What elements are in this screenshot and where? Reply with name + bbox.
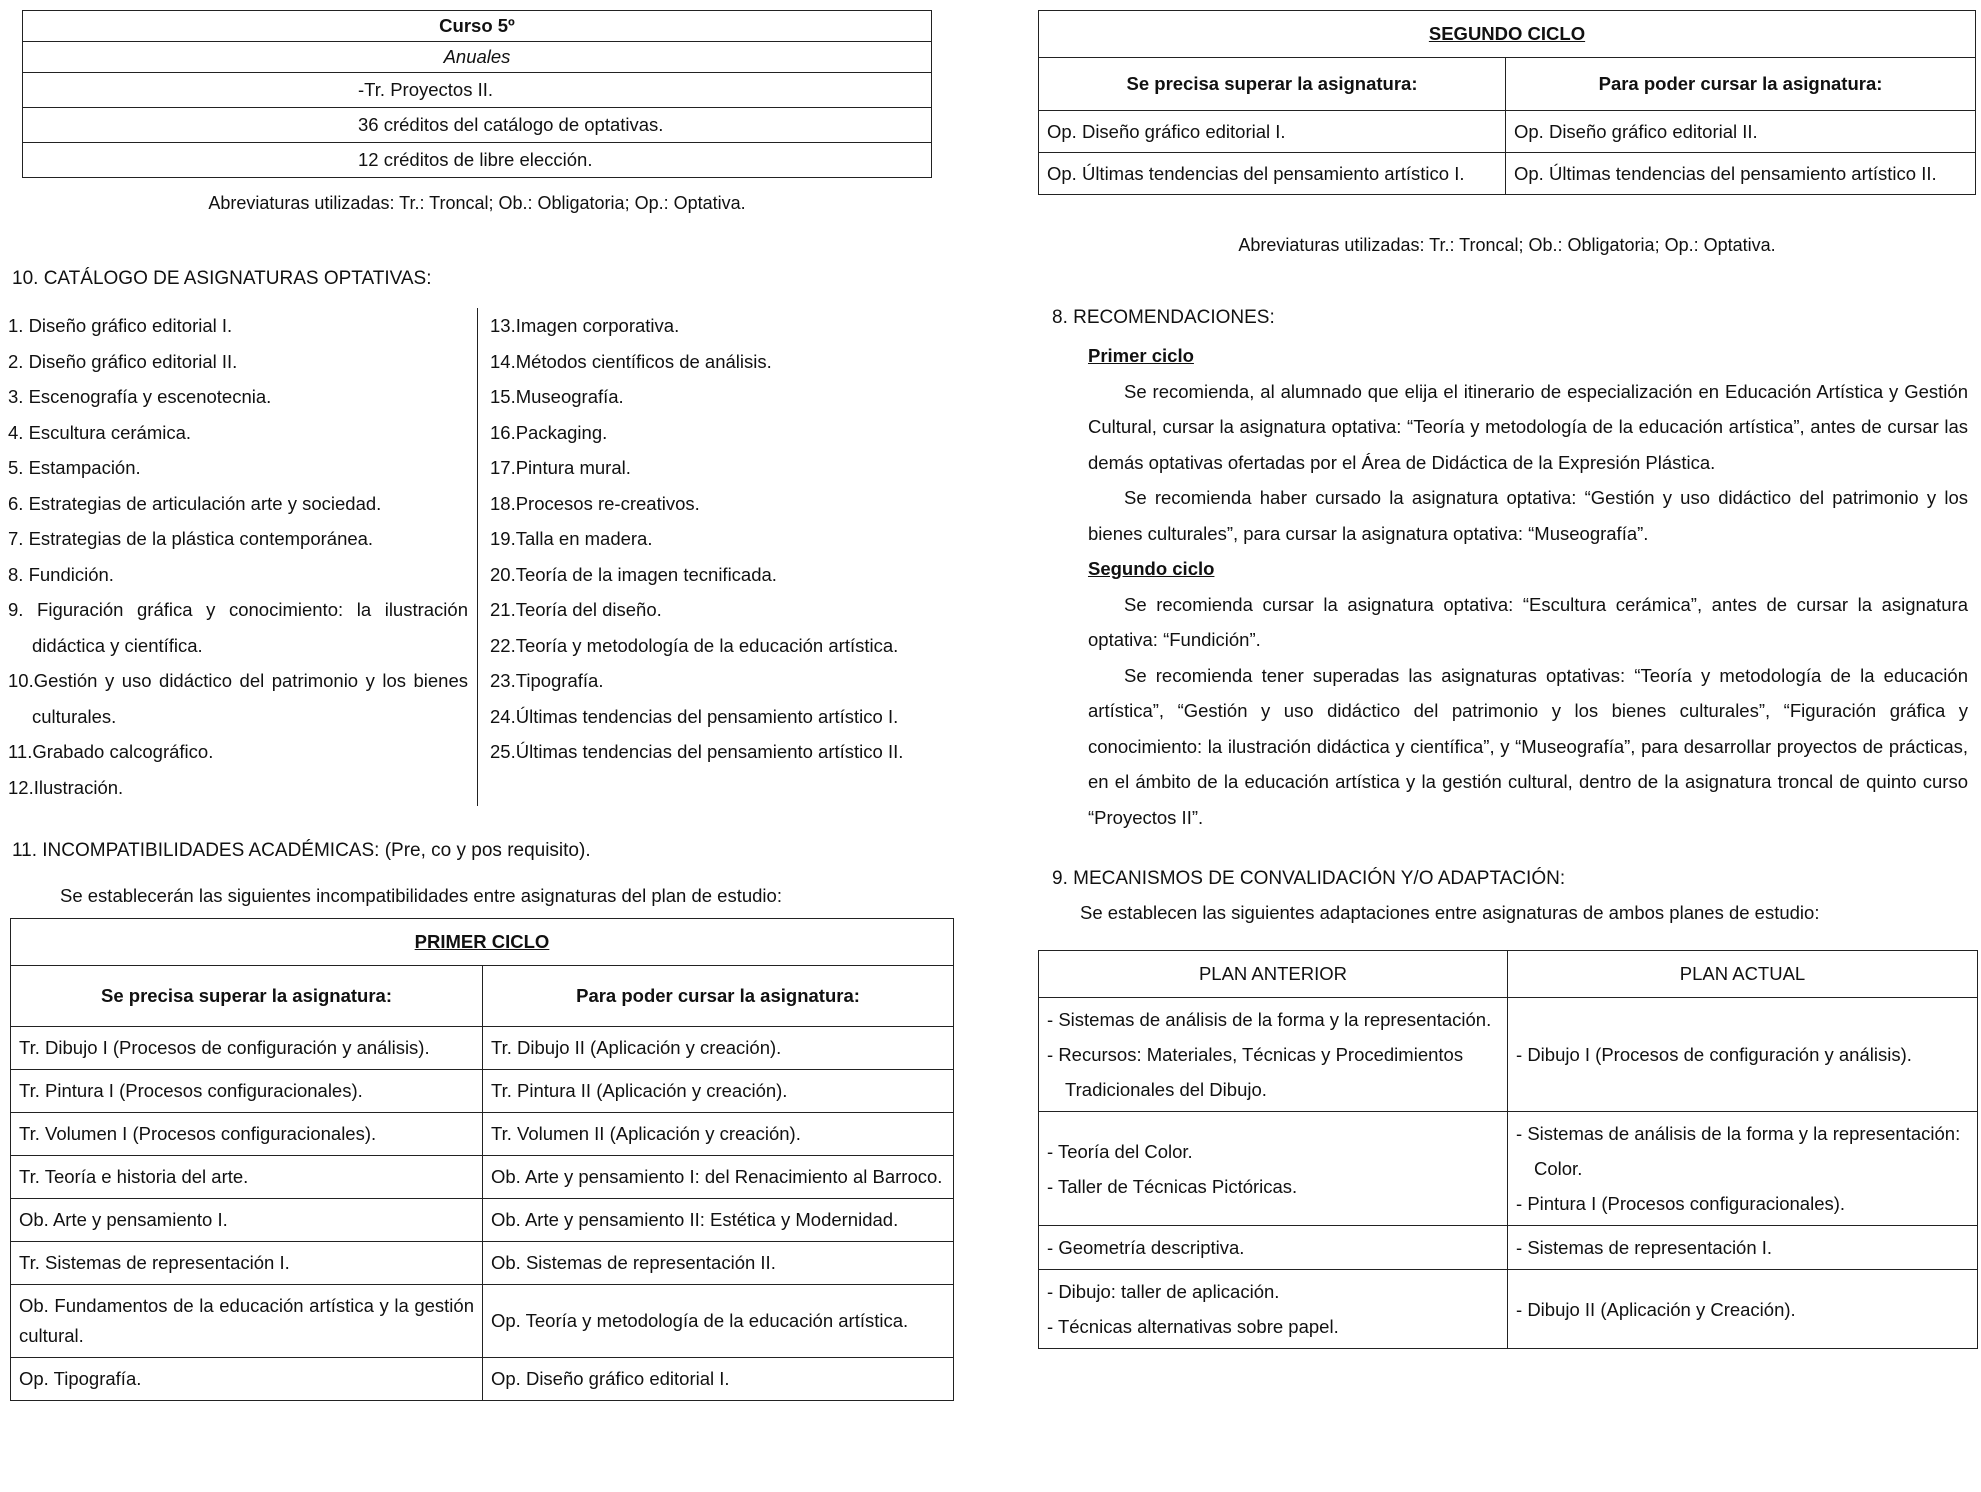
table-cell — [1039, 1226, 1508, 1270]
table-row — [11, 1113, 954, 1156]
catalog-item: 20.Teoría de la imagen tecnificada. — [490, 563, 777, 585]
table-row — [1039, 153, 1976, 195]
table-cell: Tr. Teoría e historia del arte. — [11, 1156, 483, 1199]
incomp-title: 11. INCOMPATIBILIDADES ACADÉMICAS: (Pre, co y pos requisito). — [12, 840, 591, 861]
table-cell: Op. Diseño gráfico editorial II. — [1506, 111, 1976, 153]
list-item-text: Recursos: Materiales, Técnicas y Procedimientos Tradicionales del Dibujo. — [1058, 1044, 1464, 1100]
table-row — [11, 1070, 954, 1113]
table-row — [1039, 998, 1978, 1112]
table-cell: Tr. Pintura II (Aplicación y creación). — [483, 1070, 954, 1113]
curso-table — [22, 10, 932, 178]
table-cell: Tr. Volumen I (Procesos configuracionales). — [11, 1113, 483, 1156]
table-cell: Ob. Arte y pensamiento II: Estética y Modernidad. — [483, 1199, 954, 1242]
list-item: - Teoría del Color. — [1047, 1140, 1193, 1162]
list-item-text: Pintura I (Procesos configuracionales). — [1527, 1193, 1846, 1214]
table-cell — [1508, 1270, 1978, 1349]
catalog-item: 6. Estrategias de articulación arte y sociedad. — [8, 492, 382, 514]
table-cell: Tr. Pintura I (Procesos configuracionales). — [11, 1070, 483, 1113]
catalog-item: 19.Talla en madera. — [490, 528, 653, 549]
table-cell: Op. Tipografía. — [11, 1358, 483, 1401]
table-cell — [1508, 1112, 1978, 1226]
list-item-text: Teoría del Color. — [1057, 1140, 1193, 1162]
table-row — [11, 1285, 954, 1358]
table-cell: Op. Teoría y metodología de la educación artística. — [483, 1285, 954, 1358]
table-cell: Op. Diseño gráfico editorial I. — [1039, 111, 1506, 153]
list-item: - Recursos: Materiales, Técnicas y Procedimientos Tradicionales del Dibujo. — [1047, 1044, 1464, 1100]
list-item: - Dibujo I (Procesos de configuración y análisis). — [1516, 1044, 1912, 1065]
curso-title: Curso 5º — [23, 11, 932, 42]
curso-row: 12 créditos de libre elección. — [23, 143, 932, 178]
segundo-ciclo-table — [1038, 10, 1976, 195]
recom-paragraph: Se recomienda, al alumnado que elija el itinerario de especialización en Educación Artística y Gestión Cultural, cursar la asignatura optativa: “Teoría y metodología de la educación artística”, antes de cursar las demás optativas ofertadas por el Área de Didáctica de la Expresión Plástica. — [1088, 380, 1968, 473]
list-item-text: Sistemas de análisis de la forma y la representación. — [1058, 1009, 1492, 1030]
catalog-item: 11.Grabado calcográfico. — [8, 741, 214, 762]
catalog-item: 1. Diseño gráfico editorial I. — [8, 315, 233, 336]
col-header-plan-actual: PLAN ACTUAL — [1508, 951, 1978, 998]
table-cell: Op. Últimas tendencias del pensamiento artístico I. — [1039, 153, 1506, 195]
table-cell: Tr. Volumen II (Aplicación y creación). — [483, 1113, 954, 1156]
catalog-item: 5. Estampación. — [8, 457, 141, 478]
table-row — [1039, 1112, 1978, 1226]
catalog-item: 23.Tipografía. — [490, 670, 604, 691]
table-cell: Tr. Sistemas de representación I. — [11, 1242, 483, 1285]
primer-ciclo-title: PRIMER CICLO — [11, 919, 954, 966]
table-cell: Ob. Sistemas de representación II. — [483, 1242, 954, 1285]
list-item-text: Dibujo: taller de aplicación. — [1058, 1281, 1280, 1302]
catalog-title: 10. CATÁLOGO DE ASIGNATURAS OPTATIVAS: — [12, 268, 432, 289]
list-item: - Sistemas de análisis de la forma y la representación. — [1047, 1009, 1492, 1030]
table-row — [1039, 1270, 1978, 1349]
catalog-item: 10.Gestión y uso didáctico del patrimonio y los bienes culturales. — [8, 670, 468, 727]
table-row — [1039, 111, 1976, 153]
catalog-item: 25.Últimas tendencias del pensamiento artístico II. — [490, 741, 904, 762]
table-cell: Op. Últimas tendencias del pensamiento artístico II. — [1506, 153, 1976, 195]
abbreviations-note-2: Abreviaturas utilizadas: Tr.: Troncal; Ob.: Obligatoria; Op.: Optativa. — [1238, 235, 1776, 255]
curso-subtitle: Anuales — [23, 42, 932, 73]
list-item: - Técnicas alternativas sobre papel. — [1047, 1316, 1339, 1337]
catalog-item: 2. Diseño gráfico editorial II. — [8, 350, 238, 372]
primer-ciclo-table — [10, 918, 954, 1401]
convalidacion-table — [1038, 950, 1978, 1349]
col-header-precisa: Se precisa superar la asignatura: — [11, 966, 483, 1027]
table-cell — [1508, 1226, 1978, 1270]
table-cell: Op. Diseño gráfico editorial I. — [483, 1358, 954, 1401]
table-cell — [1039, 1112, 1508, 1226]
list-item: - Pintura I (Procesos configuracionales). — [1516, 1193, 1846, 1214]
table-cell: Ob. Fundamentos de la educación artística y la gestión cultural. — [11, 1285, 483, 1358]
incomp-intro: Se establecerán las siguientes incompatibilidades entre asignaturas del plan de estudio: — [60, 885, 782, 906]
catalog-item: 16.Packaging. — [490, 421, 608, 443]
table-row — [11, 1242, 954, 1285]
list-item: - Dibujo: taller de aplicación. — [1047, 1281, 1280, 1302]
list-item-text: Sistemas de representación I. — [1527, 1237, 1773, 1258]
catalog-right-list — [490, 308, 970, 770]
catalog-item: 14.Métodos científicos de análisis. — [490, 350, 772, 372]
curso-row: 36 créditos del catálogo de optativas. — [23, 108, 932, 143]
recom-paragraph: Se recomienda cursar la asignatura optativa: “Escultura cerámica”, antes de cursar la asignatura optativa: “Fundición”. — [1088, 593, 1968, 650]
list-item: - Taller de Técnicas Pictóricas. — [1047, 1175, 1298, 1197]
list-item: - Sistemas de representación I. — [1516, 1237, 1773, 1258]
table-cell — [1039, 1270, 1508, 1349]
list-item-text: Taller de Técnicas Pictóricas. — [1057, 1175, 1298, 1197]
table-cell — [1508, 998, 1978, 1112]
catalog-item: 15.Museografía. — [490, 386, 624, 407]
catalog-divider — [477, 308, 478, 806]
col-header-cursar: Para poder cursar la asignatura: — [483, 966, 954, 1027]
recom-paragraph: Se recomienda tener superadas las asignaturas optativas: “Teoría y metodología de la educación artística”, “Gestión y uso didáctico del patrimonio y los bienes culturales”, “Figuración gráfica y conocimiento: la ilustración didáctica y científica”, y “Museografía”, para desarrollar proyectos de prácticas, en el ámbito de la educación artística y la gestión cultural, dentro de la asignatura troncal de quinto curso “Proyectos II”. — [1088, 664, 1968, 828]
list-item: - Sistemas de análisis de la forma y la representación: Color. — [1516, 1123, 1961, 1179]
col-header-precisa: Se precisa superar la asignatura: — [1039, 58, 1506, 111]
table-cell: Tr. Dibujo II (Aplicación y creación). — [483, 1027, 954, 1070]
table-cell: Ob. Arte y pensamiento I: del Renacimiento al Barroco. — [483, 1156, 954, 1199]
curso-row: -Tr. Proyectos II. — [23, 73, 932, 108]
table-row — [11, 1156, 954, 1199]
recom-body — [1088, 338, 1968, 835]
catalog-item: 21.Teoría del diseño. — [490, 599, 662, 620]
catalog-item: 7. Estrategias de la plástica contemporánea. — [8, 528, 374, 549]
catalog-item: 17.Pintura mural. — [490, 457, 631, 478]
catalog-item: 12.Ilustración. — [8, 776, 124, 798]
list-item-text: Dibujo I (Procesos de configuración y análisis). — [1527, 1044, 1912, 1065]
table-cell: Tr. Dibujo I (Procesos de configuración y análisis). — [11, 1027, 483, 1070]
list-item-text: Dibujo II (Aplicación y Creación). — [1527, 1298, 1796, 1320]
col-header-plan-anterior: PLAN ANTERIOR — [1039, 951, 1508, 998]
segundo-ciclo-heading: Segundo ciclo — [1088, 558, 1215, 579]
list-item: - Geometría descriptiva. — [1047, 1237, 1245, 1258]
table-row — [11, 1027, 954, 1070]
list-item-text: Técnicas alternativas sobre papel. — [1057, 1316, 1339, 1337]
list-item-text: Sistemas de análisis de la forma y la representación: Color. — [1527, 1123, 1961, 1179]
catalog-item: 4. Escultura cerámica. — [8, 421, 192, 443]
table-row — [11, 1358, 954, 1401]
catalog-item: 13.Imagen corporativa. — [490, 315, 680, 336]
table-cell — [1039, 998, 1508, 1112]
catalog-item: 18.Procesos re-creativos. — [490, 492, 700, 514]
catalog-item: 8. Fundición. — [8, 563, 114, 585]
abbreviations-note: Abreviaturas utilizadas: Tr.: Troncal; Ob.: Obligatoria; Op.: Optativa. — [208, 193, 746, 213]
catalog-item: 9. Figuración gráfica y conocimiento: la ilustración didáctica y científica. — [8, 599, 468, 656]
conv-intro: Se establecen las siguientes adaptaciones entre asignaturas de ambos planes de estudio: — [1080, 902, 1820, 923]
list-item: - Dibujo II (Aplicación y Creación). — [1516, 1298, 1796, 1320]
table-row — [11, 1199, 954, 1242]
col-header-cursar: Para poder cursar la asignatura: — [1506, 58, 1976, 111]
recom-title: 8. RECOMENDACIONES: — [1052, 307, 1275, 328]
table-cell: Ob. Arte y pensamiento I. — [11, 1199, 483, 1242]
recom-paragraph: Se recomienda haber cursado la asignatura optativa: “Gestión y uso didáctico del patrimonio y los bienes culturales”, para cursar la asignatura optativa: “Museografía”. — [1088, 487, 1968, 544]
catalog-item: 3. Escenografía y escenotecnia. — [8, 386, 272, 407]
segundo-ciclo-title: SEGUNDO CICLO — [1039, 11, 1976, 58]
catalog-item: 22.Teoría y metodología de la educación artística. — [490, 634, 899, 656]
list-item-text: Geometría descriptiva. — [1058, 1237, 1245, 1258]
catalog-left-list — [8, 308, 468, 805]
table-row — [1039, 1226, 1978, 1270]
catalog-item: 24.Últimas tendencias del pensamiento artístico I. — [490, 705, 899, 727]
conv-title: 9. MECANISMOS DE CONVALIDACIÓN Y/O ADAPTACIÓN: — [1052, 868, 1566, 889]
primer-ciclo-heading: Primer ciclo — [1088, 345, 1194, 366]
